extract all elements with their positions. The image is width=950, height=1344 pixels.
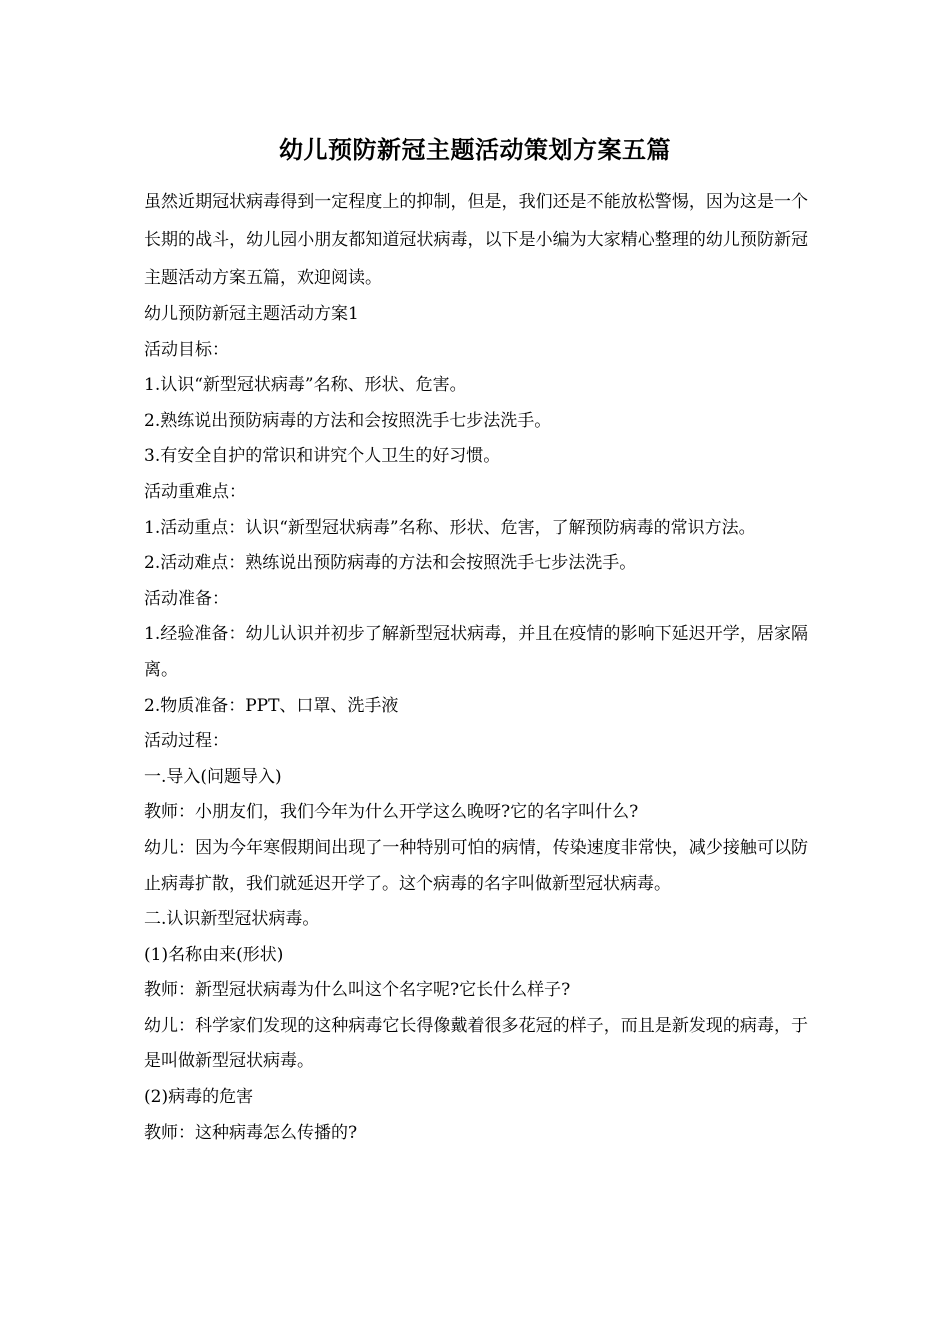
dialogue-line: 教师：这种病毒怎么传播的? [144, 1122, 358, 1143]
sub-step-heading: (1)名称由来(形状) [144, 944, 284, 965]
list-item: 2.熟练说出预防病毒的方法和会按照洗手七步法洗手。 [144, 410, 552, 431]
dialogue-line: 教师：新型冠状病毒为什么叫这个名字呢?它长什么样子? [144, 980, 571, 1001]
list-item: 1.认识“新型冠状病毒”名称、形状、危害。 [144, 375, 467, 396]
document-body [144, 183, 808, 1151]
dialogue-line: 幼儿：因为今年寒假期间出现了一种特别可怕的病情，传染速度非常快，减少接触可以防止病毒扩散，我们就延迟开学了。这个病毒的名字叫做新型冠状病毒。 [144, 837, 808, 894]
list-item: 2.物质准备：PPT、口罩、洗手液 [144, 695, 399, 716]
intro-paragraph: 虽然近期冠状病毒得到一定程度上的抑制，但是，我们还是不能放松警惕，因为这是一个长期的战斗，幼儿园小朋友都知道冠状病毒，以下是小编为大家精心整理的幼儿预防新冠主题活动方案五篇，欢迎阅读。 [144, 192, 808, 288]
list-item: 1.活动重点：认识“新型冠状病毒”名称、形状、危害，了解预防病毒的常识方法。 [144, 517, 756, 538]
step-heading: 一.导入(问题导入) [144, 766, 282, 787]
dialogue-line: 幼儿：科学家们发现的这种病毒它长得像戴着很多花冠的样子，而且是新发现的病毒，于是叫做新型冠状病毒。 [144, 1015, 808, 1072]
section-heading: 幼儿预防新冠主题活动方案1 [144, 304, 359, 324]
dialogue-line: 教师：小朋友们，我们今年为什么开学这么晚呀?它的名字叫什么? [144, 802, 639, 823]
subsection-heading: 活动准备： [144, 588, 229, 609]
step-heading: 二.认识新型冠状病毒。 [144, 909, 320, 930]
sub-step-heading: (2)病毒的危害 [144, 1087, 254, 1108]
list-item: 1.经验准备：幼儿认识并初步了解新型冠状病毒，并且在疫情的影响下延迟开学，居家隔离。 [144, 624, 808, 680]
subsection-heading: 活动过程： [144, 731, 229, 752]
list-item: 3.有安全自护的常识和讲究个人卫生的好习惯。 [144, 446, 501, 467]
subsection-heading: 活动重难点： [144, 481, 246, 502]
list-item: 2.活动难点：熟练说出预防病毒的方法和会按照洗手七步法洗手。 [144, 553, 637, 574]
subsection-heading: 活动目标： [144, 339, 229, 360]
document-title: 幼儿预防新冠主题活动策划方案五篇 [279, 135, 671, 164]
